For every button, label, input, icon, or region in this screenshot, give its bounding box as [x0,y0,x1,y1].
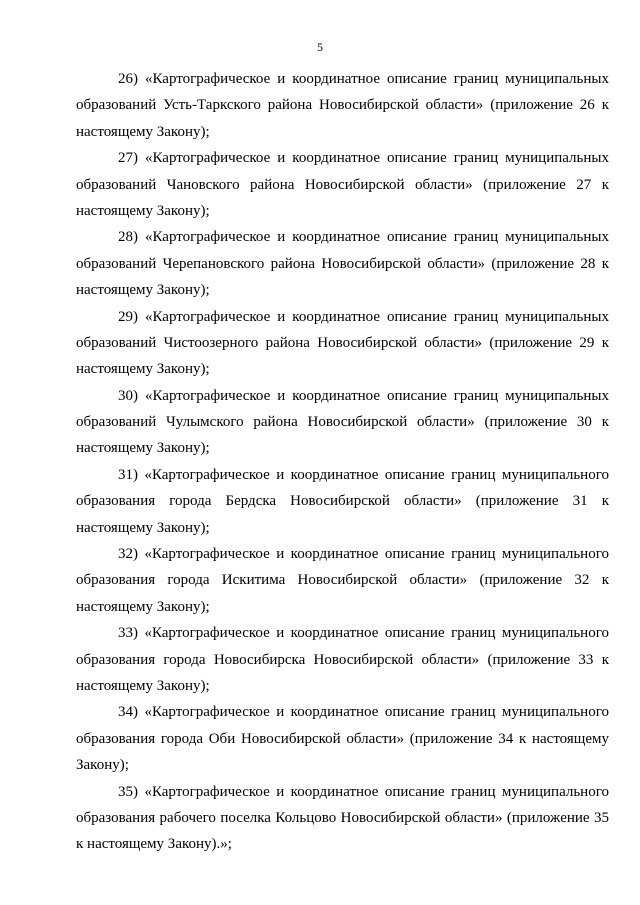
list-item-35 [76,779,609,858]
paragraph-line: настоящему Закону); [76,519,210,536]
page-number: 5 [317,40,323,54]
paragraph-line: образования города Искитима Новосибирской области» (приложение 32 к [76,572,609,589]
document-body [76,66,609,858]
list-item-34 [76,699,609,778]
paragraph-line: образования города Бердска Новосибирской области» (приложение 31 к [76,493,609,510]
paragraph-line: 33) «Картографическое и координатное описание границ муниципального [118,625,609,642]
paragraph-line: настоящему Закону); [76,361,210,378]
paragraph-line: к настоящему Закону).»; [76,836,232,853]
paragraph-line: настоящему Закону); [76,282,210,299]
list-item-33 [76,620,609,699]
paragraph-line: 29) «Картографическое и координатное описание границ муниципальных [118,308,609,325]
paragraph-line: образований Черепановского района Новосибирской области» (приложение 28 к [76,255,609,272]
list-item-29 [76,304,609,383]
paragraph-line: Закону); [76,757,129,774]
paragraph-line: 32) «Картографическое и координатное описание границ муниципального [118,546,609,563]
paragraph-line: настоящему Закону); [76,677,210,694]
paragraph-line: 26) «Картографическое и координатное описание границ муниципальных [118,71,609,87]
paragraph-line: 31) «Картографическое и координатное описание границ муниципального [118,466,609,483]
paragraph-line: 30) «Картографическое и координатное описание границ муниципальных [118,387,609,404]
list-item-31 [76,462,609,541]
paragraph-line: настоящему Закону); [76,123,210,140]
paragraph-line: образований Чановского района Новосибирской области» (приложение 27 к [76,176,609,193]
list-item-32 [76,541,609,620]
paragraph-line: образования рабочего поселка Кольцово Новосибирской области» (приложение 35 [76,809,609,826]
list-item-30 [76,383,609,462]
paragraph-line: 27) «Картографическое и координатное описание границ муниципальных [118,150,609,167]
list-item-26 [76,66,609,145]
list-item-27 [76,145,609,224]
paragraph-line: 28) «Картографическое и координатное описание границ муниципальных [118,229,609,246]
paragraph-line: настоящему Закону); [76,440,210,457]
paragraph-line: настоящему Закону); [76,598,210,615]
paragraph-line: 35) «Картографическое и координатное описание границ муниципального [118,783,609,800]
paragraph-line: образования города Оби Новосибирской области» (приложение 34 к настоящему [76,730,609,747]
list-item-28 [76,224,609,303]
paragraph-line: образования города Новосибирска Новосибирской области» (приложение 33 к [76,651,609,668]
paragraph-line: образований Усть-Таркского района Новосибирской области» (приложение 26 к [76,97,609,114]
paragraph-line: 34) «Картографическое и координатное описание границ муниципального [118,704,609,721]
paragraph-line: образований Чулымского района Новосибирской области» (приложение 30 к [76,414,609,431]
paragraph-line: настоящему Закону); [76,202,210,219]
paragraph-line: образований Чистоозерного района Новосибирской области» (приложение 29 к [76,334,609,351]
